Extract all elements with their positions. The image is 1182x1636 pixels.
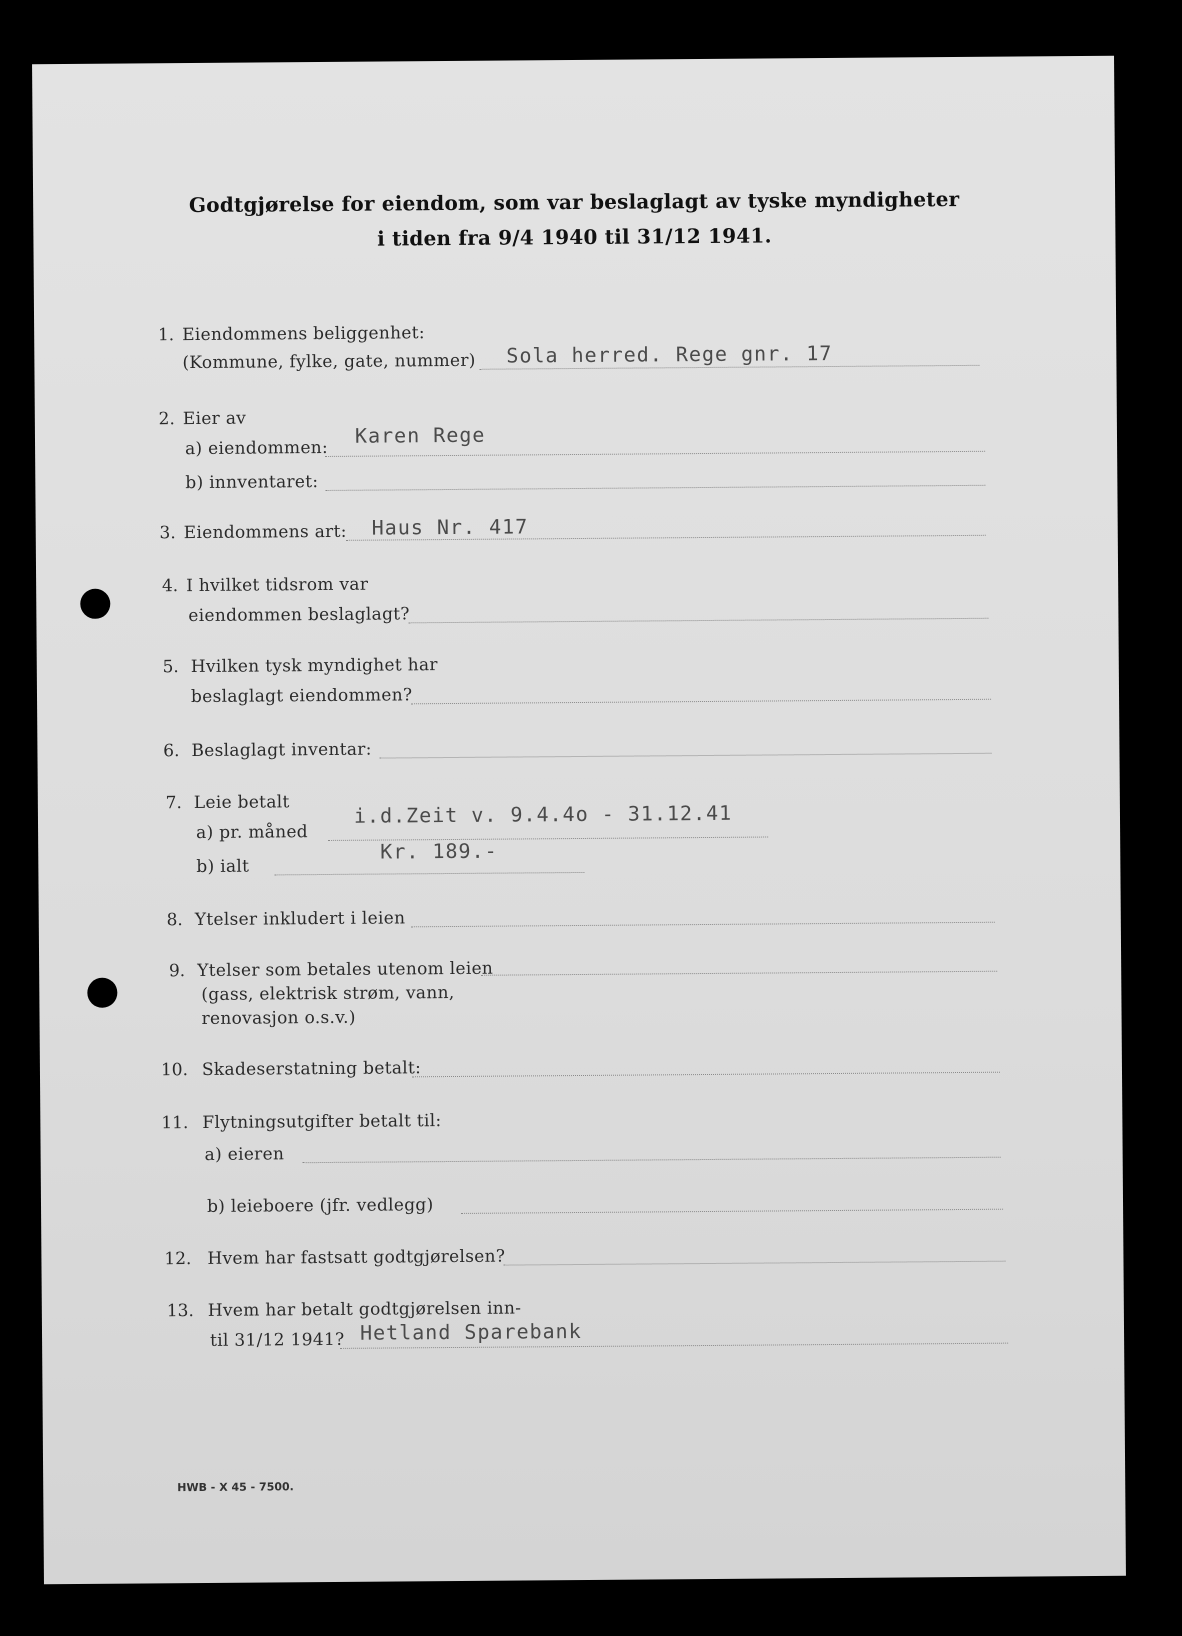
form-title-line2: i tiden fra 9/4 1940 til 31/12 1941. xyxy=(377,223,772,251)
item-13-label: Hvem har betalt godtgjørelsen inn- xyxy=(207,1298,522,1321)
item-13-sublabel: til 31/12 1941? xyxy=(210,1329,345,1351)
item-10-label: Skadeserstatning betalt: xyxy=(201,1058,422,1080)
item-9-line xyxy=(481,971,997,976)
item-4-number: 4. xyxy=(161,576,179,597)
item-13-value: Hetland Sparebank xyxy=(359,1318,582,1345)
item-7a-label: a) pr. måned xyxy=(196,822,309,844)
item-1-sublabel: (Kommune, fylke, gate, nummer) xyxy=(182,350,476,374)
item-7a-value: i.d.Zeit v. 9.4.4o - 31.12.41 xyxy=(353,800,733,828)
item-6-number: 6. xyxy=(163,741,180,762)
item-2b-line xyxy=(325,485,985,491)
item-7b-line xyxy=(274,872,584,875)
item-6-label: Beslaglagt inventar: xyxy=(191,739,372,762)
item-9-label: Ytelser som betales utenom leien xyxy=(197,958,494,982)
item-8-number: 8. xyxy=(166,910,183,931)
item-7b-label: b) ialt xyxy=(196,856,250,878)
item-2a-line xyxy=(325,451,985,457)
item-9-number: 9. xyxy=(168,961,186,982)
item-6-line xyxy=(380,753,992,759)
item-2a-label: a) eiendommen: xyxy=(184,437,329,460)
item-11a-label: a) eieren xyxy=(204,1144,285,1165)
item-13-number: 13. xyxy=(166,1301,194,1322)
item-1-label: Eiendommens beliggenhet: xyxy=(182,323,425,346)
item-7-label: Leie betalt xyxy=(193,792,290,814)
item-4-line xyxy=(408,618,988,624)
item-7b-value: Kr. 189.- xyxy=(380,838,498,864)
item-2-label: Eier av xyxy=(182,408,247,430)
item-12-number: 12. xyxy=(164,1249,192,1270)
item-11b-line xyxy=(461,1209,1003,1214)
item-3-number: 3. xyxy=(159,523,176,544)
item-2-number: 2. xyxy=(158,409,175,430)
punch-hole-upper xyxy=(80,589,110,619)
item-9-sublabel: (gass, elektrisk strøm, vann, xyxy=(201,982,455,1005)
item-5-sublabel: beslaglagt eiendommen? xyxy=(190,685,413,708)
item-4-label: I hvilket tidsrom var xyxy=(186,574,369,597)
item-12-label: Hvem har fastsatt godtgjørelsen? xyxy=(207,1246,506,1269)
item-7-number: 7. xyxy=(165,793,182,814)
item-8-label: Ytelser inkludert i leien xyxy=(194,908,406,931)
item-5-number: 5. xyxy=(162,657,179,678)
item-11-number: 11. xyxy=(161,1113,189,1134)
item-12-line xyxy=(503,1261,1005,1266)
item-5-label: Hvilken tysk myndighet har xyxy=(190,655,438,678)
item-8-line xyxy=(411,922,995,928)
item-11-label: Flytningsutgifter betalt til: xyxy=(202,1111,442,1133)
item-3-value: Haus Nr. 417 xyxy=(371,514,529,540)
item-5-line xyxy=(411,699,991,705)
item-2a-value: Karen Rege xyxy=(354,422,486,448)
punch-hole-lower xyxy=(87,978,117,1008)
form-print-code: HWB - X 45 - 7500. xyxy=(177,1480,294,1495)
item-3-label: Eiendommens art: xyxy=(183,521,347,544)
item-11b-label: b) leieboere (jfr. vedlegg) xyxy=(206,1195,434,1217)
form-sheet xyxy=(32,56,1126,1584)
item-4-sublabel: eiendommen beslaglagt? xyxy=(188,604,410,627)
item-10-number: 10. xyxy=(160,1060,189,1081)
form-title-line1: Godtgjørelse for eiendom, som var beslaglagt av tyske myndigheter xyxy=(188,186,960,218)
item-11a-line xyxy=(303,1157,1001,1163)
item-1-value: Sola herred. Rege gnr. 17 xyxy=(506,340,833,368)
item-9-sublabel-2: renovasjon o.s.v.) xyxy=(201,1007,356,1029)
item-2b-label: b) innventaret: xyxy=(185,472,319,494)
item-1-number: 1. xyxy=(157,325,175,346)
item-10-line xyxy=(412,1072,1000,1078)
